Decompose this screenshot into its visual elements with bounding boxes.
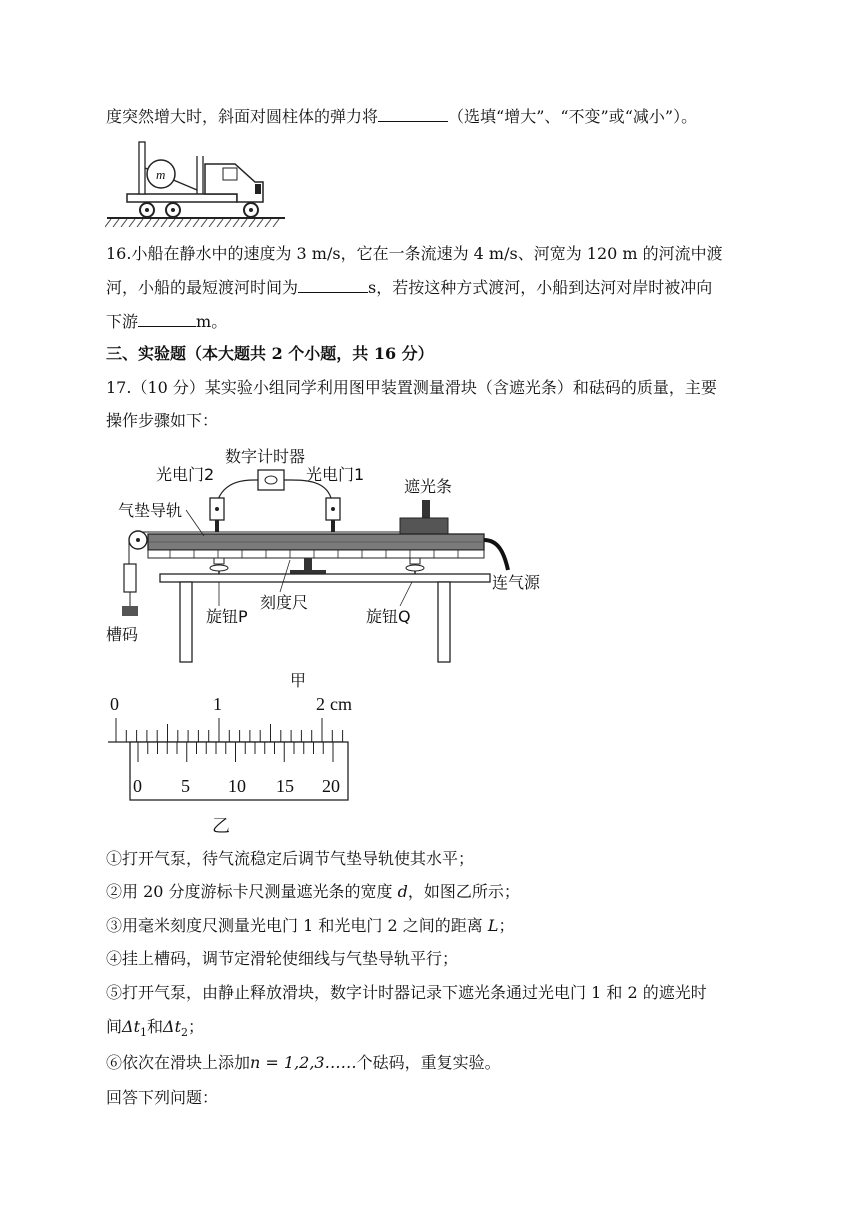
shade-strip bbox=[422, 500, 430, 520]
q15-tail-line bbox=[106, 105, 697, 128]
svg-text:连气源: 连气源 bbox=[492, 573, 541, 592]
svg-text:乙: 乙 bbox=[212, 816, 230, 837]
svg-text:10: 10 bbox=[228, 776, 246, 796]
step-1: ①打开气泵，待气流稳定后调节气垫导轨使其水平； bbox=[106, 849, 475, 868]
figure-jia bbox=[100, 440, 560, 692]
step-4: ④挂上槽码，调节定滑轮使细线与气垫导轨平行； bbox=[106, 949, 459, 968]
n-sequence: n = 1,2,3…… bbox=[250, 1053, 357, 1072]
step-2 bbox=[106, 881, 520, 903]
step-5-line1: ⑤打开气泵，由静止释放滑块，数字计时器记录下遮光条通过光电门 1 和 2 的遮光时 bbox=[106, 983, 707, 1002]
truck-figure bbox=[105, 138, 295, 230]
svg-text:20: 20 bbox=[322, 776, 340, 796]
digital-timer bbox=[258, 470, 284, 490]
svg-text:cm: cm bbox=[330, 694, 352, 714]
delta-t2: Δt bbox=[163, 1017, 181, 1036]
step-6-tail: 个砝码，重复实验。 bbox=[356, 1053, 501, 1072]
svg-text:光电门2: 光电门2 bbox=[156, 465, 215, 484]
step-5-line2 bbox=[106, 1016, 204, 1044]
q17-line2: 操作步骤如下： bbox=[106, 411, 219, 430]
svg-text:0: 0 bbox=[110, 694, 119, 714]
q17-line1: 17.（10 分）某实验小组同学利用图甲装置测量滑块（含遮光条）和砝码的质量，主要 bbox=[106, 378, 717, 397]
step-2-text: ②用 20 分度游标卡尺测量遮光条的宽度 bbox=[106, 882, 393, 901]
svg-text:旋钮P: 旋钮P bbox=[206, 607, 248, 626]
step-3-text: ③用毫米刻度尺测量光电门 1 和光电门 2 之间的距离 bbox=[106, 916, 483, 935]
svg-text:刻度尺: 刻度尺 bbox=[260, 593, 309, 612]
svg-text:2: 2 bbox=[316, 694, 325, 714]
step-6 bbox=[106, 1052, 501, 1074]
answer-prompt: 回答下列问题： bbox=[106, 1088, 219, 1107]
table-top bbox=[160, 574, 490, 582]
q16-time-blank[interactable] bbox=[298, 276, 368, 293]
svg-text:数字计时器: 数字计时器 bbox=[225, 447, 306, 466]
svg-text:m: m bbox=[156, 167, 166, 182]
q16-line1: 16.小船在静水中的速度为 3 m/s，它在一条流速为 4 m/s、河宽为 120 m 的河流中渡 bbox=[106, 244, 723, 263]
sub-1: 1 bbox=[140, 1026, 147, 1040]
svg-text:旋钮Q: 旋钮Q bbox=[366, 607, 411, 626]
svg-text:15: 15 bbox=[276, 776, 294, 796]
svg-text:0: 0 bbox=[133, 776, 142, 796]
svg-text:遮光条: 遮光条 bbox=[404, 477, 453, 496]
q16-line3 bbox=[106, 310, 227, 333]
q16-line2 bbox=[106, 276, 712, 299]
step-5-tail: ； bbox=[188, 1017, 205, 1036]
svg-text:槽码: 槽码 bbox=[106, 625, 139, 644]
slider bbox=[400, 518, 448, 536]
svg-text:5: 5 bbox=[181, 776, 190, 796]
q16-text-b: s，若按这种方式渡河，小船到达河对岸时被冲向 bbox=[368, 278, 713, 297]
svg-text:气垫导轨: 气垫导轨 bbox=[118, 501, 183, 520]
step-6-text: ⑥依次在滑块上添加 bbox=[106, 1053, 251, 1072]
section-heading: 三、实验题（本大题共 2 个小题，共 16 分） bbox=[106, 344, 434, 363]
and-text: 和 bbox=[147, 1017, 164, 1036]
q15-answer-blank[interactable] bbox=[378, 105, 448, 122]
var-l: L bbox=[487, 916, 499, 935]
q16-text-a: 河，小船的最短渡河时间为 bbox=[106, 278, 299, 297]
figure-yi bbox=[104, 692, 364, 840]
q16-text-d: m。 bbox=[196, 312, 228, 331]
q16-text-c: 下游 bbox=[106, 312, 139, 331]
q15-text: 度突然增大时，斜面对圆柱体的弹力将 bbox=[106, 107, 379, 126]
hanging-weight bbox=[122, 606, 138, 616]
step-3 bbox=[106, 915, 514, 937]
sub-2: 2 bbox=[181, 1026, 188, 1040]
delta-t1: Δt bbox=[122, 1017, 140, 1036]
var-d: d bbox=[397, 882, 408, 901]
step-2-tail: ，如图乙所示； bbox=[407, 882, 520, 901]
step-5-text: 间 bbox=[106, 1017, 123, 1036]
q15-options: （选填“增大”、“不变”或“减小”）。 bbox=[448, 107, 698, 126]
svg-text:1: 1 bbox=[213, 694, 222, 714]
step-3-tail: ； bbox=[498, 916, 515, 935]
svg-text:甲: 甲 bbox=[290, 671, 307, 690]
q16-distance-blank[interactable] bbox=[138, 310, 196, 327]
svg-text:光电门1: 光电门1 bbox=[306, 465, 365, 484]
